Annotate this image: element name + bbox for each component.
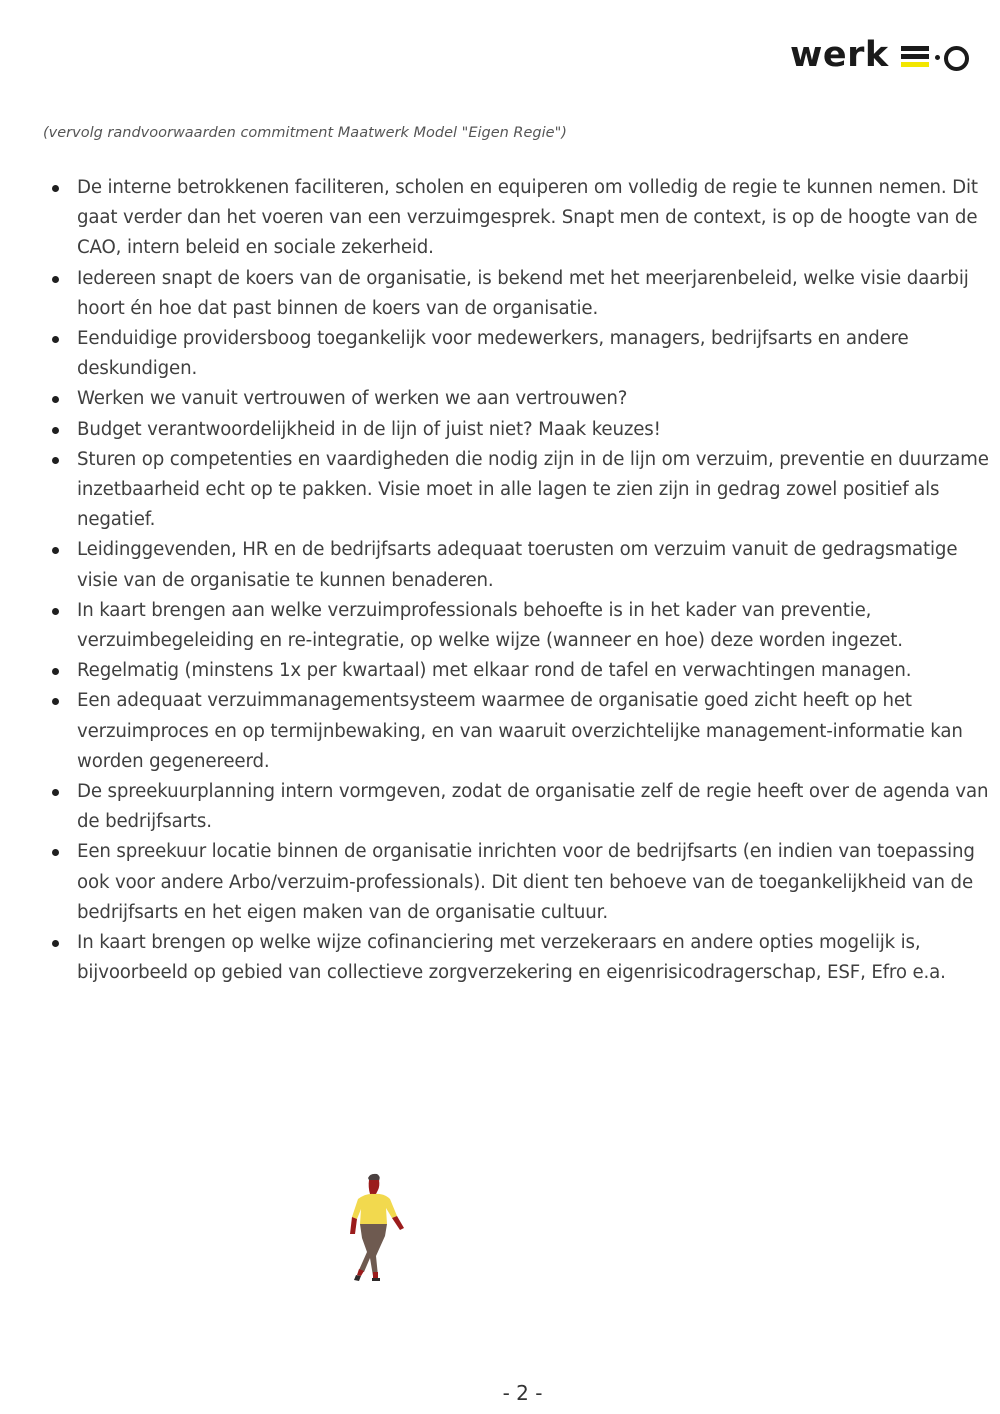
bullet-icon — [52, 396, 59, 403]
sweater-shape — [352, 1194, 397, 1224]
bullet-icon — [52, 427, 59, 434]
list-item — [77, 837, 997, 928]
bullet-icon — [52, 698, 59, 705]
list-item-text: Sturen op competenties en vaardigheden die nodig zijn in de lijn om verzuim, preventie en duurzame inzetbaarheid echt op te pakken. Visie moet in alle lagen te zien zijn in gedrag zowel positief als negatief. — [77, 448, 989, 531]
list-item — [77, 686, 997, 777]
list-item — [77, 656, 997, 686]
left-hand-shape — [350, 1217, 357, 1234]
standing-person-illustration-icon — [340, 1172, 410, 1284]
bullet-icon — [52, 185, 59, 192]
list-item-text: Regelmatig (minstens 1x per kwartaal) met elkaar rond de tafel en verwachtingen managen. — [77, 660, 912, 682]
list-item-text: De interne betrokkenen faciliteren, scholen en equiperen om volledig de regie te kunnen nemen. Dit gaat verder dan het voeren van een verzuimgesprek. Snapt men de context, is op de hoogte van de CAO, intern beleid en sociale zekerheid. — [77, 177, 978, 259]
list-item-text: In kaart brengen aan welke verzuimprofessionals behoefte is in het kader van preventie, verzuimbegeleiding en re-integratie, op welke wijze (wanneer en hoe) deze worden ingezet. — [77, 599, 903, 652]
list-item-text: De spreekuurplanning intern vormgeven, zodat de organisatie zelf de regie heeft over de agenda van de bedrijfsarts. — [77, 781, 989, 833]
logo-o-icon — [944, 46, 969, 71]
shoe-shape — [354, 1275, 361, 1281]
bullet-icon — [52, 608, 59, 615]
logo-dot-icon — [935, 55, 940, 60]
sock-shape — [373, 1272, 378, 1278]
bullet-icon — [52, 276, 59, 283]
list-item-text: Een spreekuur locatie binnen de organisatie inrichten voor de bedrijfsarts (en indien van toepassing ook voor andere Arbo/verzuim-professionals). Dit dient ten behoeve van de toegankelijkheid van de bedrijfsarts en het eigen maken van de organisatie cultuur. — [77, 841, 975, 923]
bullet-icon — [52, 940, 59, 947]
list-item — [77, 324, 997, 384]
bullet-icon — [52, 668, 59, 675]
list-item — [77, 445, 997, 536]
list-item — [77, 928, 997, 988]
right-hand-shape — [392, 1216, 404, 1230]
list-item — [77, 264, 997, 324]
list-item-text: Iedereen snapt de koers van de organisatie, is bekend met het meerjarenbeleid, welke visie daarbij hoort én hoe dat past binnen de koers van de organisatie. — [77, 267, 969, 319]
bullet-icon — [52, 789, 59, 796]
list-item-text: In kaart brengen op welke wijze cofinanciering met verzekeraars en andere opties mogelijk is, bijvoorbeeld op gebied van collectieve zorgverzekering en eigenrisicodragerschap, ESF, Efro e.a. — [77, 932, 946, 984]
bullet-icon — [52, 547, 59, 554]
list-item — [77, 535, 997, 595]
bullet-icon — [52, 849, 59, 856]
bullet-icon — [52, 336, 59, 343]
list-item-text: Werken we vanuit vertrouwen of werken we aan vertrouwen? — [77, 388, 628, 410]
list-item — [77, 173, 997, 264]
werko-logo — [790, 33, 969, 77]
list-item-text: Een adequaat verzuimmanagementsysteem waarmee de organisatie goed zicht heeft op het verzuimproces en op termijnbewaking, en van waaruit overzichtelijke management-informatie kan worden gegenereerd. — [77, 690, 963, 772]
continuation-subtitle: (vervolg randvoorwaarden commitment Maatwerk Model "Eigen Regie") — [43, 125, 567, 141]
equals-bars-icon — [901, 44, 933, 70]
shoe-shape — [372, 1278, 380, 1281]
list-item-text: Leidinggevenden, HR en de bedrijfsarts adequaat toerusten om verzuim vanuit de gedragsmatige visie van de organisatie te kunnen benaderen. — [77, 539, 958, 591]
list-item-text: Eenduidige providersboog toegankelijk voor medewerkers, managers, bedrijfsarts en andere deskundigen. — [77, 328, 909, 380]
logo-word: werk — [790, 34, 889, 75]
list-item — [77, 596, 997, 656]
list-item-text: Budget verantwoordelijkheid in de lijn of juist niet? Maak keuzes! — [77, 418, 661, 440]
page-number: - 2 - — [502, 1381, 543, 1405]
requirements-list — [43, 173, 997, 988]
list-item — [77, 415, 997, 445]
trousers-shape — [359, 1224, 387, 1276]
bullet-icon — [52, 457, 59, 464]
list-item — [77, 384, 997, 414]
list-item — [77, 777, 997, 837]
